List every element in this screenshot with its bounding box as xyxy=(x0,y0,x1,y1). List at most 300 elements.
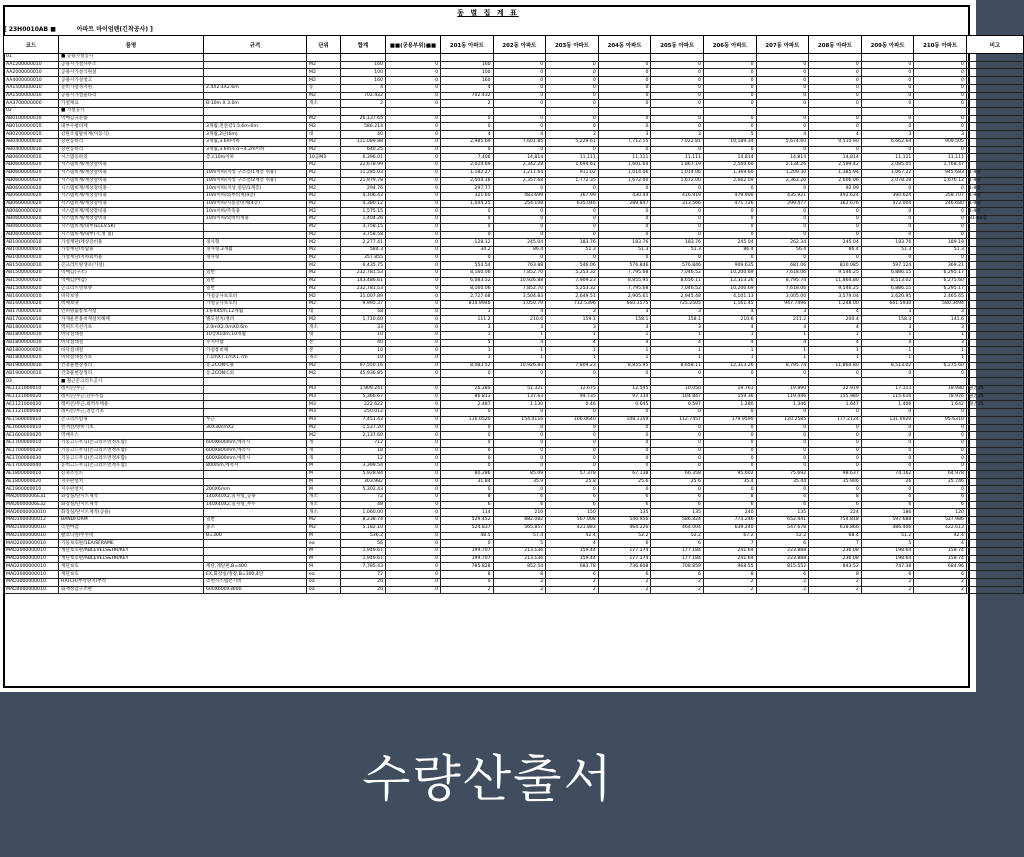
table-cell: 576.846 xyxy=(651,262,704,270)
table-row xyxy=(4,200,1024,208)
table-cell: 2 xyxy=(703,586,756,594)
table-cell xyxy=(386,54,441,62)
table-cell: 815.552 xyxy=(756,563,809,571)
table-cell: 0 xyxy=(386,347,441,355)
table-cell: 0 xyxy=(386,532,441,540)
table-cell: 9,995.37 xyxy=(341,301,386,309)
table-cell: 기둥고드무늬(콘크리트면정포함) xyxy=(59,439,204,447)
table-cell: 141.6 xyxy=(914,316,967,324)
table-cell: 4,380.12 xyxy=(341,200,386,208)
table-cell xyxy=(861,378,914,386)
table-row xyxy=(4,92,1024,100)
table-cell: 0 xyxy=(386,362,441,370)
table-cell xyxy=(966,270,1023,278)
table-row xyxy=(4,463,1024,471)
table-cell: 일반 xyxy=(204,270,307,278)
table-cell: 702.432 xyxy=(441,92,494,100)
table-cell: 80.286 xyxy=(441,470,494,478)
table-row xyxy=(4,115,1024,123)
table-cell: 1,211.64 xyxy=(493,169,546,177)
table-cell: 층고10m이하 xyxy=(204,154,307,162)
table-cell: AB1700000010 xyxy=(4,316,59,324)
table-cell: 1-9층 xyxy=(966,200,1023,208)
table-cell: 3,758.15 xyxy=(341,223,386,231)
table-row xyxy=(4,262,1024,270)
table-row xyxy=(4,385,1024,393)
table-row xyxy=(4,185,1024,193)
table-cell: 0 xyxy=(386,355,441,363)
table-cell: 3 xyxy=(493,324,546,332)
table-cell: 0 xyxy=(703,216,756,224)
table-cell: 개소 xyxy=(307,324,341,332)
table-cell: 600X800mm,에폭시 xyxy=(204,447,307,455)
table-cell: 0 xyxy=(598,185,651,193)
table-cell: 1 xyxy=(861,347,914,355)
table-cell: 0 xyxy=(703,115,756,123)
table-cell: AE1121000020 xyxy=(4,401,59,409)
table-cell: 0 xyxy=(703,146,756,154)
table-cell: 0 xyxy=(914,370,967,378)
table-cell: 10,926.83 xyxy=(493,362,546,370)
table-cell: 1,060.00 xyxy=(341,509,386,517)
table-cell: M3 xyxy=(307,385,341,393)
table-cell: 바닥점대절 xyxy=(59,331,204,339)
table-cell: 128.12 xyxy=(441,239,494,247)
table-cell: 0 xyxy=(386,501,441,509)
table-cell: 10,926.88 xyxy=(493,277,546,285)
table-cell xyxy=(204,162,307,170)
table-cell: 18.980 xyxy=(914,385,967,393)
table-cell: 1,209.30 xyxy=(756,169,809,177)
table-cell: 4 xyxy=(703,324,756,332)
table-cell xyxy=(204,262,307,270)
table-cell: 0 xyxy=(914,84,967,92)
table-cell: 6 xyxy=(809,501,862,509)
table-cell: 2 xyxy=(341,100,386,108)
table-row xyxy=(4,293,1024,301)
table-cell: 1,909.241 xyxy=(341,385,386,393)
table-cell xyxy=(966,316,1023,324)
table-cell: 0 xyxy=(651,123,704,131)
table-cell xyxy=(546,108,599,116)
table-cell: 4 xyxy=(756,339,809,347)
table-cell: 0 xyxy=(809,455,862,463)
table-cell: 245.04 xyxy=(703,239,756,247)
table-cell: 0 xyxy=(598,115,651,123)
table-cell: 947.7496 xyxy=(756,301,809,309)
table-cell: 14,814 xyxy=(756,154,809,162)
table-cell: 0 xyxy=(703,424,756,432)
table-cell: 0 xyxy=(651,84,704,92)
table-cell: 10.050 xyxy=(651,385,704,393)
table-cell: 21,979.78 xyxy=(341,177,386,185)
table-cell: 4 xyxy=(756,324,809,332)
table-cell: 레미콘/무근,단수누름 xyxy=(59,393,204,401)
table-cell: 가설계단/지하외벽용 xyxy=(59,254,204,262)
table-cell: 0 xyxy=(756,84,809,92)
table-cell: AB0100000010 xyxy=(4,123,59,131)
table-cell xyxy=(914,108,967,116)
table-cell: 4,106.43 xyxy=(341,192,386,200)
table-cell: 0 xyxy=(703,455,756,463)
table-cell: 0 xyxy=(441,231,494,239)
table-cell: 736.608 xyxy=(598,563,651,571)
table-cell: 6 xyxy=(546,493,599,501)
table-cell: 1 xyxy=(441,355,494,363)
table-row xyxy=(4,555,1024,563)
table-cell: 4 xyxy=(493,131,546,139)
table-cell: 115.616 xyxy=(861,393,914,401)
table-row xyxy=(4,424,1024,432)
table-cell: 945.683 xyxy=(914,169,967,177)
table-cell: 가설계단/계상강비용 xyxy=(59,239,204,247)
table-cell: 0 xyxy=(756,424,809,432)
table-cell: 0 xyxy=(493,115,546,123)
table-cell: 0 xyxy=(861,69,914,77)
table-cell: 바닥점대절 xyxy=(59,347,204,355)
table-cell: 14,814 xyxy=(809,154,862,162)
table-cell: 0 xyxy=(809,254,862,262)
table-cell: 12,313.26 xyxy=(703,362,756,370)
table-cell: 일반 xyxy=(204,517,307,525)
table-row xyxy=(4,61,1024,69)
table-cell: 0 xyxy=(651,455,704,463)
table-cell: 0 xyxy=(386,517,441,525)
table-cell: 0 xyxy=(651,77,704,85)
table-cell: 일반 xyxy=(204,277,307,285)
table-cell: 계단보호판/ABLEVELS&HR/KEY xyxy=(59,548,204,556)
table-cell: AB1900000010 xyxy=(4,370,59,378)
table-cell xyxy=(204,385,307,393)
table-row xyxy=(4,208,1024,216)
table-cell: M2 xyxy=(307,192,341,200)
table-cell: 8 xyxy=(493,571,546,579)
table-cell: 본 xyxy=(307,347,341,355)
table-cell: 1,248.00 xyxy=(809,301,862,309)
table-cell xyxy=(204,69,307,77)
table-cell: 576.846 xyxy=(598,262,651,270)
table-cell: 4 xyxy=(809,339,862,347)
table-cell: 0 xyxy=(703,123,756,131)
table-cell xyxy=(966,239,1023,247)
table-cell: 773.246 xyxy=(703,517,756,525)
table-cell: 6 xyxy=(861,571,914,579)
table-cell: 25.6 xyxy=(651,478,704,486)
table-cell: 1 xyxy=(493,331,546,339)
table-cell: 0 xyxy=(546,92,599,100)
table-cell: 177.2124 xyxy=(809,416,862,424)
table-cell: 86.4 xyxy=(493,246,546,254)
table-cell xyxy=(966,154,1023,162)
table-cell: 3개월,3.6m이하 xyxy=(204,138,307,146)
table-cell: 0 xyxy=(386,432,441,440)
table-cell: 0 xyxy=(809,432,862,440)
table-cell: 5,253.32 xyxy=(546,270,599,278)
table-cell: 0 xyxy=(703,254,756,262)
table-cell: M3 xyxy=(307,401,341,409)
table-cell: 1 xyxy=(493,347,546,355)
table-cell: 0 xyxy=(598,123,651,131)
table-cell: 135 xyxy=(598,509,651,517)
table-cell: 2 xyxy=(809,586,862,594)
table-cell: 240 xyxy=(703,509,756,517)
table-cell: 42.4 xyxy=(546,532,599,540)
table-cell: 158.1 xyxy=(598,316,651,324)
table-cell: 1,014.06 xyxy=(598,169,651,177)
table-cell: 430.44 xyxy=(598,192,651,200)
table-cell: 0 xyxy=(914,447,967,455)
table-cell: 0 xyxy=(386,123,441,131)
table-cell: 358.707 xyxy=(914,192,967,200)
table-cell: 1,385.94 xyxy=(809,169,862,177)
table-cell: 0 xyxy=(861,455,914,463)
table-cell: AA3700000000 xyxy=(4,100,59,108)
table-cell: 8 xyxy=(441,493,494,501)
table-cell: 0 xyxy=(386,470,441,478)
table-cell: 계단보호 xyxy=(59,571,204,579)
table-cell: 6 xyxy=(598,540,651,548)
table-cell: 0 xyxy=(493,447,546,455)
table-cell: M2 xyxy=(307,277,341,285)
table-cell: 0 xyxy=(386,331,441,339)
table-cell: 137.63 xyxy=(493,393,546,401)
table-cell xyxy=(966,548,1023,556)
table-cell: 12,313.26 xyxy=(703,277,756,285)
table-cell: 472.004 xyxy=(861,200,914,208)
table-cell: 3 xyxy=(598,308,651,316)
table-cell xyxy=(966,246,1023,254)
table-cell: 210.6 xyxy=(493,316,546,324)
table-cell xyxy=(307,108,341,116)
table-cell: 681.06 xyxy=(756,262,809,270)
table-cell: 0 xyxy=(703,439,756,447)
table-cell: AB0100000010 xyxy=(4,115,59,123)
table-cell: 2.4X2.4X2.6m xyxy=(204,84,307,92)
table-cell: AE1700000020 xyxy=(4,447,59,455)
table-cell: 3 xyxy=(861,308,914,316)
table-cell: 0 xyxy=(386,177,441,185)
table-cell: 5,253.32 xyxy=(546,285,599,293)
table-cell: ea xyxy=(307,571,341,579)
table-cell: 먹매김규준틀 xyxy=(59,115,204,123)
table-cell: 25.8 xyxy=(546,478,599,486)
table-cell: M xyxy=(307,548,341,556)
table-cell xyxy=(386,378,441,386)
table-cell: 1,161.45 xyxy=(703,301,756,309)
table-row xyxy=(4,540,1024,548)
table-cell: AE1700000030 xyxy=(4,455,59,463)
table-cell: 0 xyxy=(651,185,704,193)
table-cell: 0 xyxy=(493,100,546,108)
table-cell: 4 xyxy=(703,339,756,347)
table-cell: 5,366.67 xyxy=(341,393,386,401)
table-cell: 8,795.74 xyxy=(756,362,809,370)
table-cell: 0 xyxy=(651,146,704,154)
table-cell: 2,085.05 xyxy=(861,162,914,170)
table-cell: 0 xyxy=(386,162,441,170)
table-cell: 0 xyxy=(756,409,809,417)
table-cell xyxy=(966,563,1023,571)
table-cell: M3 xyxy=(307,409,341,417)
table-cell: 0 xyxy=(914,424,967,432)
table-cell: EX,화장실/정장,B=300,4단 xyxy=(204,571,307,579)
table-row xyxy=(4,339,1024,347)
table-cell: 0.46 xyxy=(546,401,599,409)
table-cell: 0 xyxy=(386,223,441,231)
table-row xyxy=(4,578,1024,586)
column-header: 205동 아파트 xyxy=(651,36,704,54)
table-cell: 11,864.80 xyxy=(809,277,862,285)
table-cell: 0 xyxy=(809,84,862,92)
table-cell: 0 xyxy=(386,563,441,571)
table-cell: 시스템비계/계상강비용 xyxy=(59,169,204,177)
table-cell: AE1600000010 xyxy=(4,424,59,432)
table-cell: 시스템비계/계상강비용 xyxy=(59,216,204,224)
table-cell: 58 xyxy=(341,308,386,316)
table-cell: 0 xyxy=(493,208,546,216)
table-cell: 72 xyxy=(341,493,386,501)
table-cell: 6 xyxy=(914,493,967,501)
table-cell: 0 xyxy=(386,571,441,579)
table-cell: 0 xyxy=(493,455,546,463)
table-cell: 1-9층 xyxy=(966,185,1023,193)
table-cell xyxy=(341,108,386,116)
table-cell: 6 xyxy=(651,493,704,501)
table-cell: 11,285.03 xyxy=(341,169,386,177)
table-cell: 0 xyxy=(493,486,546,494)
table-cell: 대 xyxy=(307,308,341,316)
table-cell: 2 xyxy=(598,586,651,594)
table-cell: 177.174 xyxy=(598,555,651,563)
table-cell: 6,083.52 xyxy=(441,277,494,285)
table-cell: 3,504.83 xyxy=(493,293,546,301)
table-cell: 강관동바리 xyxy=(59,146,204,154)
table-cell: 0 xyxy=(546,254,599,262)
table-cell: 1 xyxy=(914,347,967,355)
table-cell xyxy=(204,540,307,548)
table-cell: 51.321 xyxy=(493,385,546,393)
table-cell: 0 xyxy=(493,432,546,440)
table-cell: 48.5 xyxy=(441,532,494,540)
table-cell: 0 xyxy=(914,231,967,239)
table-cell: 6 xyxy=(914,501,967,509)
table-cell: AB1000000010 xyxy=(4,254,59,262)
table-cell: 0 xyxy=(386,84,441,92)
table-cell: 화장실/단시트제작(공용) xyxy=(59,509,204,517)
table-cell: 0 xyxy=(493,409,546,417)
table-cell xyxy=(386,108,441,116)
table-cell: 0.597 xyxy=(651,401,704,409)
table-cell: 0 xyxy=(386,586,441,594)
table-cell: 7,046.52 xyxy=(651,270,704,278)
table-row xyxy=(4,409,1024,417)
table-cell: 0 xyxy=(861,439,914,447)
table-cell: 4 xyxy=(441,84,494,92)
table-cell: 1,601.64 xyxy=(598,162,651,170)
table-cell: 1,867.19 xyxy=(651,162,704,170)
table-cell: 232,781.53 xyxy=(341,270,386,278)
table-cell xyxy=(966,409,1023,417)
table-cell: 600X600X3600 xyxy=(204,586,307,594)
table-cell: 시스템비계/계상강비용 xyxy=(59,162,204,170)
table-cell xyxy=(966,331,1023,339)
table-cell: 1 xyxy=(651,331,704,339)
table-cell: 763.88 xyxy=(493,262,546,270)
table-cell: 236.08 xyxy=(809,548,862,556)
table-cell: 0 xyxy=(756,92,809,100)
table-cell: 5 xyxy=(861,540,914,548)
table-cell: 0 xyxy=(651,432,704,440)
table-cell: 8,656.11 xyxy=(651,277,704,285)
table-cell: MAD0000000010 xyxy=(4,509,59,517)
table-cell xyxy=(204,548,307,556)
table-cell: 199.707 xyxy=(441,548,494,556)
table-cell xyxy=(914,378,967,386)
footer-banner xyxy=(0,692,976,857)
table-cell xyxy=(204,409,307,417)
table-cell: 0 xyxy=(546,146,599,154)
table-cell: 369.21 xyxy=(914,262,967,270)
table-cell: 3 xyxy=(441,324,494,332)
table-cell: AE1800000020 xyxy=(4,478,59,486)
table-cell: 0 xyxy=(386,192,441,200)
table-cell: 1,949.61 xyxy=(341,555,386,563)
table-cell: 524.837 xyxy=(441,524,494,532)
table-row xyxy=(4,447,1024,455)
table-cell: 0 xyxy=(386,262,441,270)
table-cell: 22,678.99 xyxy=(341,162,386,170)
table-cell: 1,672.00 xyxy=(598,177,651,185)
table-cell: 0 xyxy=(546,447,599,455)
table-row xyxy=(4,331,1024,339)
table-cell: 362.676 xyxy=(809,200,862,208)
table-cell: 5 xyxy=(703,131,756,139)
table-cell: AE1700000010 xyxy=(4,439,59,447)
table-cell: AB1000000010 xyxy=(4,239,59,247)
table-cell: 222.622 xyxy=(341,401,386,409)
table-cell: 0 xyxy=(861,486,914,494)
table-cell: 108.1359 xyxy=(598,416,651,424)
table-cell: 0 xyxy=(441,370,494,378)
table-cell: 702.432 xyxy=(341,92,386,100)
table-cell: 수지이탐 xyxy=(204,339,307,347)
table-cell: 74.162 xyxy=(861,470,914,478)
column-header: 208동 아파트 xyxy=(809,36,862,54)
table-cell: 40 xyxy=(341,339,386,347)
table-cell: 584.3 xyxy=(341,246,386,254)
table-cell: 철콘25 xyxy=(966,385,1023,393)
table-cell: ■ 가설공사 xyxy=(59,108,204,116)
table-cell: 56.4 xyxy=(756,246,809,254)
column-header: 209동 아파트 xyxy=(861,36,914,54)
table-cell xyxy=(441,54,494,62)
table-cell: 140X40X2,일자형_공용 xyxy=(204,493,307,501)
table-cell: 5,674.60 xyxy=(756,138,809,146)
table-cell: 213.136 xyxy=(493,555,546,563)
table-cell: 9,510.90 xyxy=(809,138,862,146)
table-cell: 0 xyxy=(493,254,546,262)
table-cell: M2 xyxy=(307,61,341,69)
table-cell: 245.04 xyxy=(493,239,546,247)
table-cell: 1 xyxy=(598,331,651,339)
table-cell: 10 xyxy=(341,347,386,355)
table-cell: 814.9946 xyxy=(441,301,494,309)
table-cell: 0 xyxy=(386,131,441,139)
table-cell: 200X6mm xyxy=(204,486,307,494)
table-row xyxy=(4,308,1024,316)
table-cell: 19.761 xyxy=(703,385,756,393)
table-cell: 10m이하(지상 중단/1계층) xyxy=(204,185,307,193)
